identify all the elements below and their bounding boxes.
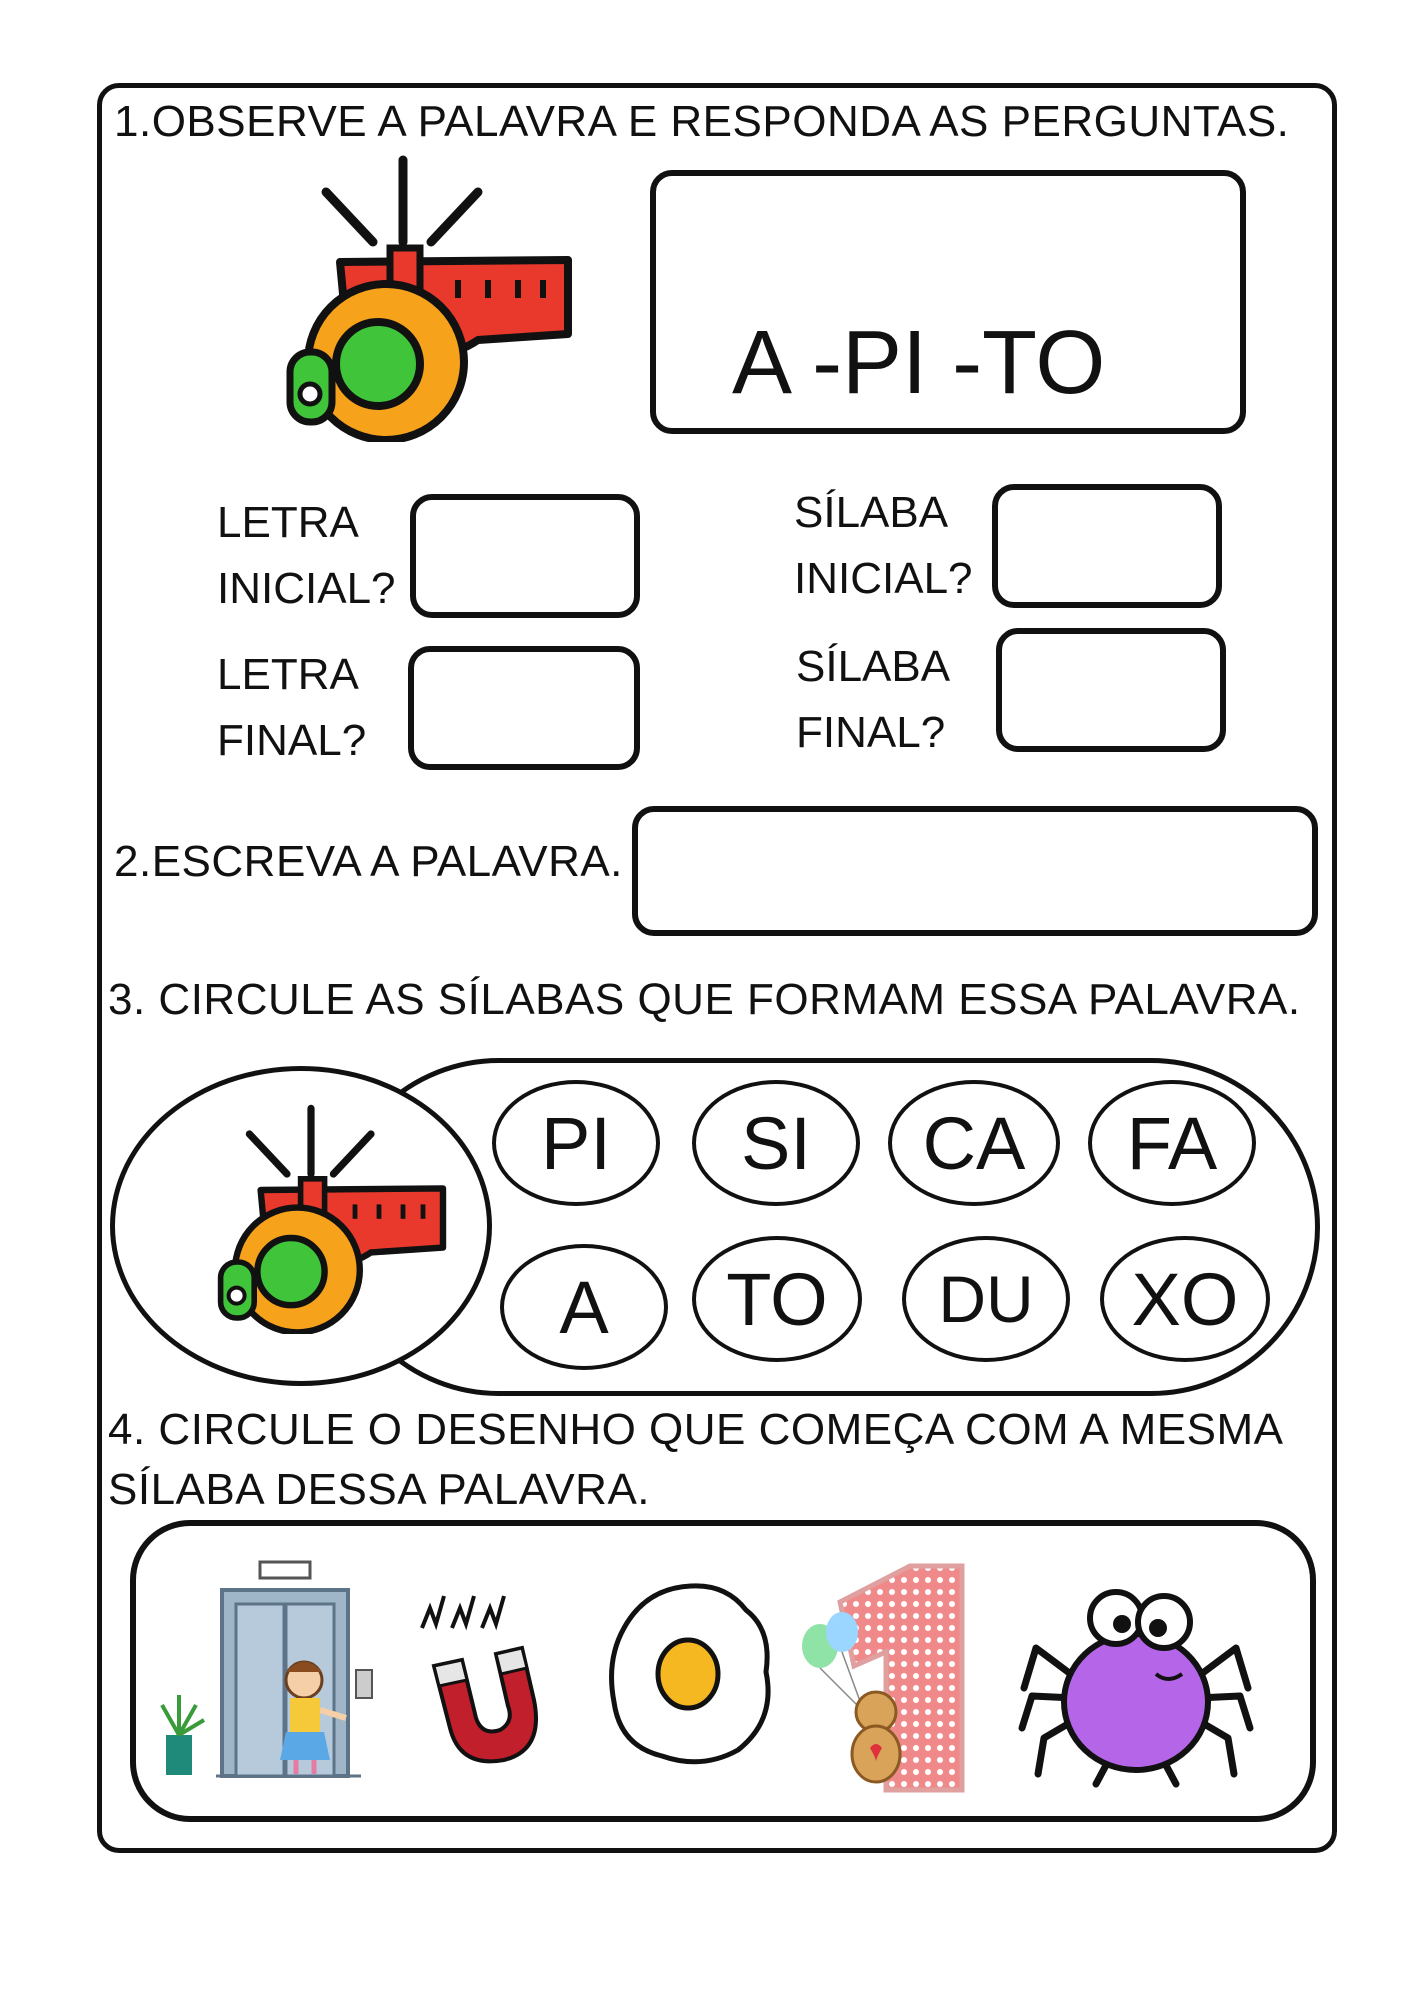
letra-inicial-answer-box[interactable]: [410, 494, 640, 618]
number-one-icon[interactable]: [790, 1562, 990, 1794]
syllable-oval-du[interactable]: DU: [902, 1236, 1070, 1362]
syllable-oval-to[interactable]: TO: [692, 1236, 862, 1362]
silaba-final-answer-box[interactable]: [996, 628, 1226, 752]
syllable-word: A -PI -TO: [732, 313, 1106, 413]
silaba-inicial-label: SÍLABA INICIAL?: [794, 488, 973, 603]
magnet-icon[interactable]: [412, 1588, 542, 1764]
syllable-oval-xo[interactable]: XO: [1100, 1236, 1270, 1362]
question-4-title-line2: SÍLABA DESSA PALAVRA.: [108, 1465, 651, 1514]
question-3-title: 3. CIRCULE AS SÍLABAS QUE FORMAM ESSA PALAVRA.: [108, 975, 1301, 1024]
question-1-title: 1.OBSERVE A PALAVRA E RESPONDA AS PERGUNTAS.: [114, 97, 1290, 146]
silaba-inicial-answer-box[interactable]: [992, 484, 1222, 608]
whistle-small-icon: [210, 1102, 460, 1334]
spider-icon[interactable]: [1016, 1578, 1256, 1788]
elevator-icon[interactable]: [156, 1560, 386, 1782]
syllable-oval-fa[interactable]: FA: [1088, 1080, 1256, 1206]
syllable-oval-a[interactable]: A: [500, 1244, 668, 1370]
syllable-oval-si[interactable]: SI: [692, 1080, 860, 1206]
write-word-box[interactable]: [632, 806, 1318, 936]
letra-inicial-label: LETRA INICIAL?: [217, 498, 396, 613]
silaba-final-label: SÍLABA FINAL?: [796, 642, 951, 757]
letra-final-label: LETRA FINAL?: [217, 650, 367, 765]
syllable-oval-ca[interactable]: CA: [888, 1080, 1060, 1206]
syllable-oval-pi[interactable]: PI: [492, 1080, 660, 1206]
whistle-icon: [278, 152, 588, 442]
fried-egg-icon[interactable]: [606, 1580, 776, 1766]
question-4-title-line1: 4. CIRCULE O DESENHO QUE COMEÇA COM A MESMA: [108, 1405, 1284, 1454]
question-2-title: 2.ESCREVA A PALAVRA.: [114, 837, 623, 886]
letra-final-answer-box[interactable]: [408, 646, 640, 770]
